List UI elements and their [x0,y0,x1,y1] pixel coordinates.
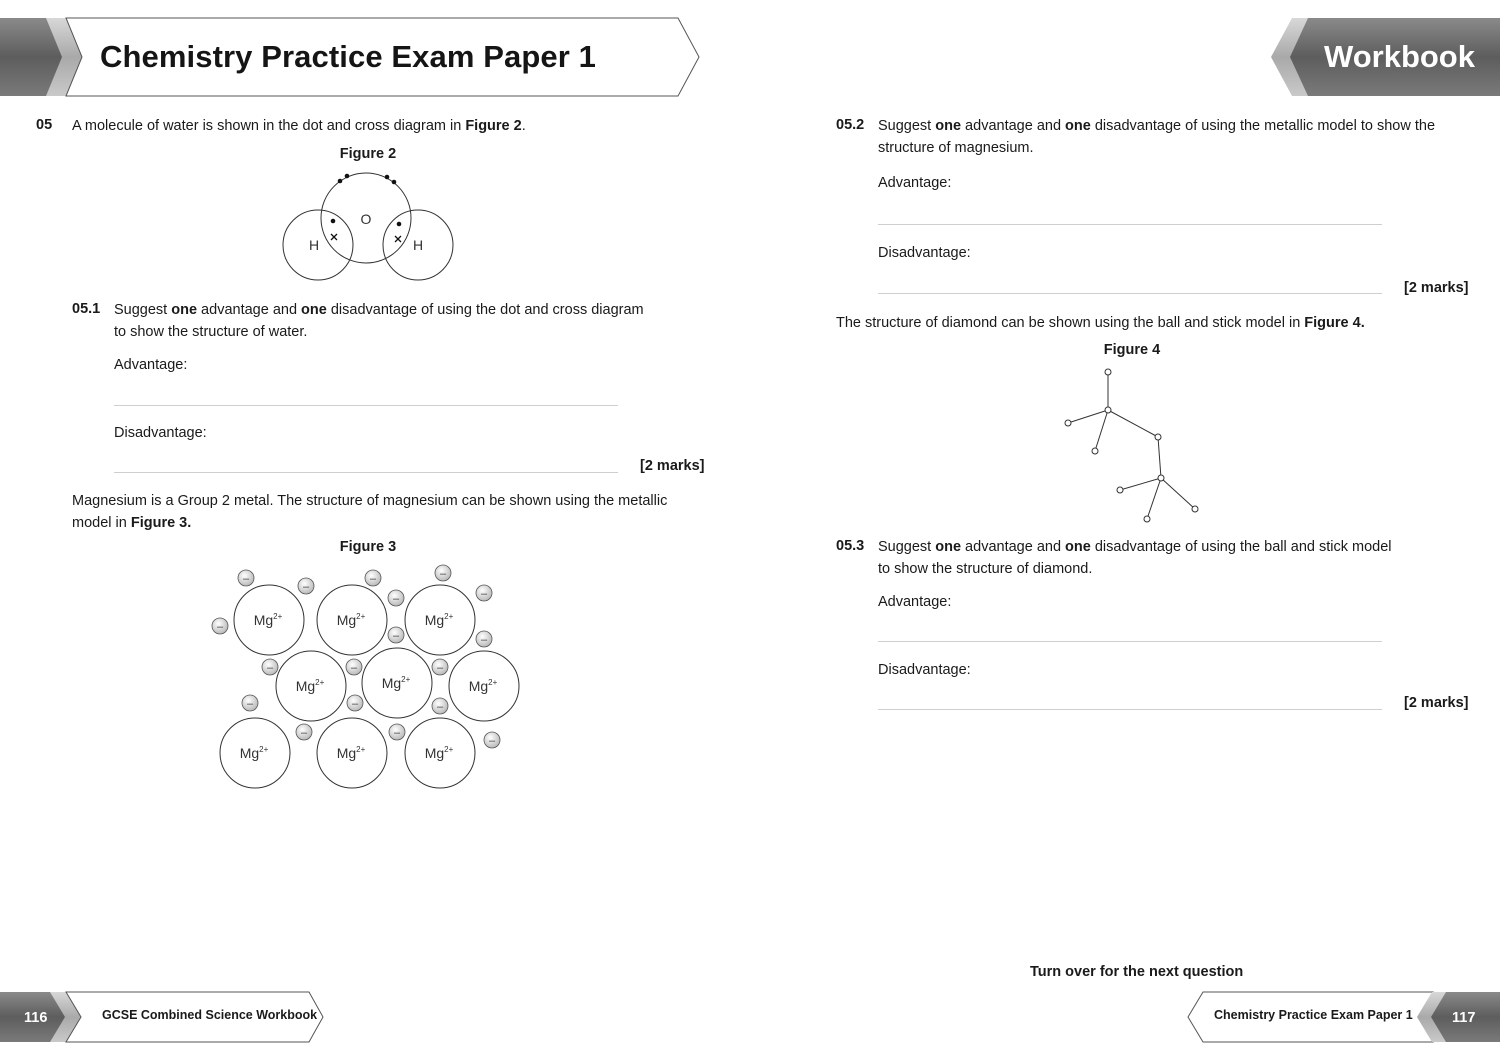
electron [389,724,405,740]
svg-text:–: – [436,701,444,713]
mg-ion [362,648,432,718]
hydrogen-label-left: H [308,237,320,253]
mg-ion [449,651,519,721]
mg-ion [220,718,290,788]
electron [476,585,492,601]
question-05-text: A molecule of water is shown in the dot and cross diagram in Figure 2. [72,118,526,134]
figure-3-metallic-model [200,560,530,795]
disadvantage-label: Disadvantage: [878,245,971,261]
right-page-number: 117 [1452,1010,1476,1026]
electron [298,578,314,594]
disadvantage-answer-line[interactable] [878,709,1382,710]
svg-text:–: – [436,662,444,674]
svg-text:–: – [369,573,377,585]
advantage-label: Advantage: [878,175,952,191]
figure-4-title: Figure 4 [1103,342,1161,358]
svg-text:Mg2+: $Mg^{2+}$ [295,678,325,694]
svg-text:–: – [300,727,308,739]
svg-text:–: – [216,621,224,633]
disadvantage-label: Disadvantage: [114,425,207,441]
disadvantage-answer-line[interactable] [114,472,618,473]
question-number-05-2: 05.2 [836,117,865,133]
workbook-title: Workbook [1324,39,1475,74]
svg-text:–: – [393,727,401,739]
left-book-title: GCSE Combined Science Workbook [102,1008,318,1022]
mg-ion [405,585,475,655]
magnesium-intro-text: Magnesium is a Group 2 metal. The structure of magnesium can be shown using the metallic model in Figure 3. [72,493,668,531]
advantage-answer-line[interactable] [114,405,618,406]
disadvantage-answer-line[interactable] [878,293,1382,294]
mg-ion [405,718,475,788]
question-05-1-text: Suggest one advantage and one disadvantage of using the dot and cross diagram to show the structure of water. [114,302,644,340]
advantage-answer-line[interactable] [878,641,1382,642]
right-paper-title: Chemistry Practice Exam Paper 1 [1214,1008,1413,1022]
svg-text:–: – [480,634,488,646]
diamond-intro-text: The structure of diamond can be shown using the ball and stick model in Figure 4. [836,315,1365,331]
electron [476,631,492,647]
marks-label: [2 marks] [640,458,705,474]
electron [346,659,362,675]
electron [388,627,404,643]
oxygen-label: O [360,211,372,227]
electron [296,724,312,740]
svg-text:–: – [350,662,358,674]
marks-label: [2 marks] [1404,280,1469,296]
mg-ion [234,585,304,655]
turn-over-note: Turn over for the next question [1030,964,1244,980]
electron [347,695,363,711]
svg-text:–: – [439,568,447,580]
mg-ion [317,585,387,655]
svg-text:–: – [392,630,400,642]
figure-3-title: Figure 3 [339,539,397,555]
svg-text:–: – [351,698,359,710]
question-number-05-1: 05.1 [72,301,101,317]
advantage-label: Advantage: [114,357,188,373]
svg-text:Mg2+: $Mg^{2+}$ [381,675,411,691]
svg-text:–: – [488,735,496,747]
left-page-number: 116 [24,1010,48,1026]
disadvantage-label: Disadvantage: [878,662,971,678]
electron [432,698,448,714]
electron [388,590,404,606]
svg-text:–: – [392,593,400,605]
hydrogen-label-right: H [412,237,424,253]
svg-text:Mg2+: $Mg^{2+}$ [424,612,454,628]
electron [484,732,500,748]
svg-text:–: – [246,698,254,710]
electron [242,695,258,711]
question-number-05-3: 05.3 [836,538,865,554]
advantage-label: Advantage: [878,594,952,610]
electron [365,570,381,586]
question-05-3-text: Suggest one advantage and one disadvantage of using the ball and stick model to show the structure of diamond. [878,539,1392,577]
figure-2-title: Figure 2 [339,146,397,162]
mg-ion [317,718,387,788]
electron [435,565,451,581]
svg-text:Mg2+: $Mg^{2+}$ [253,612,283,628]
svg-text:–: – [242,573,250,585]
question-number-05: 05 [36,117,53,133]
electron [262,659,278,675]
mg-ion [276,651,346,721]
advantage-answer-line[interactable] [878,224,1382,225]
svg-text:–: – [266,662,274,674]
electron [238,570,254,586]
svg-text:Mg2+: $Mg^{2+}$ [468,678,498,694]
page-title: Chemistry Practice Exam Paper 1 [100,39,596,74]
electron [432,659,448,675]
svg-text:Mg2+: $Mg^{2+}$ [424,745,454,761]
figure-2-water-diagram [270,165,470,290]
svg-text:Mg2+: $Mg^{2+}$ [239,745,269,761]
question-05-2-text: Suggest one advantage and one disadvantage of using the metallic model to show the structure of magnesium. [878,118,1436,156]
figure-4-ball-and-stick [1050,362,1220,532]
svg-text:–: – [480,588,488,600]
marks-label: [2 marks] [1404,695,1469,711]
electron [212,618,228,634]
svg-text:–: – [302,581,310,593]
svg-text:Mg2+: $Mg^{2+}$ [336,745,366,761]
svg-text:Mg2+: $Mg^{2+}$ [336,612,366,628]
